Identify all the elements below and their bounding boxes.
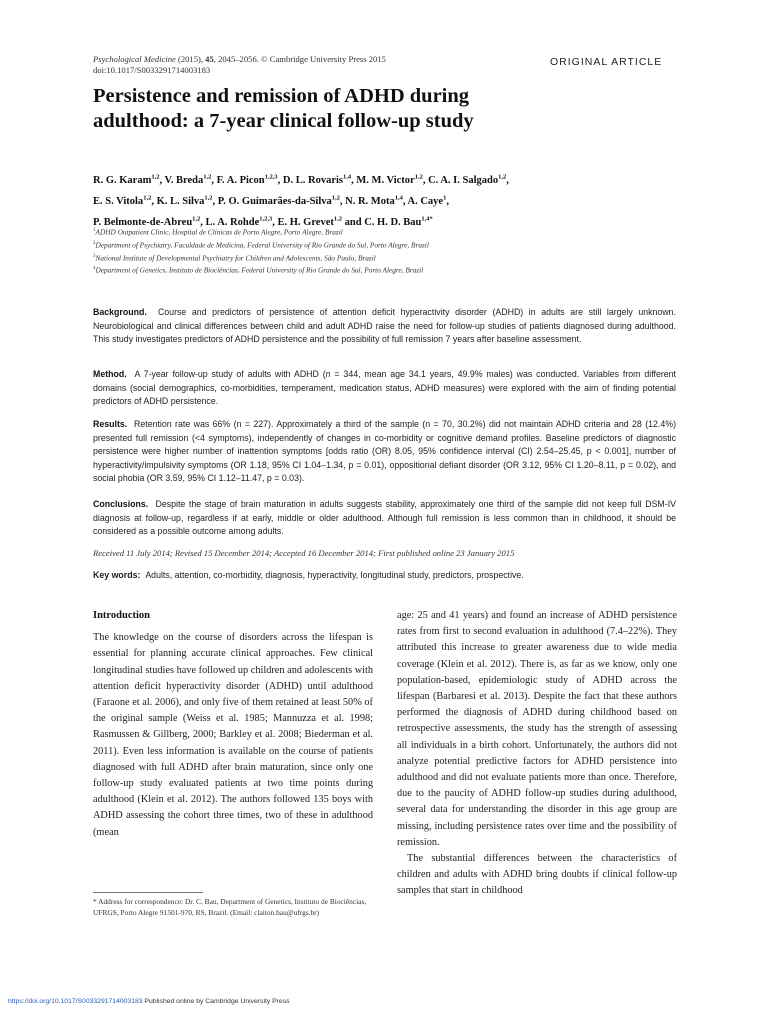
author-list [93, 168, 653, 231]
author: K. L. Silva$^{1,2}$, [156, 194, 218, 207]
abstract-label: Results. [93, 419, 128, 429]
abstract-method: Method. A 7-year follow-up study of adults with ADHD (n = 344, mean age 34.1 years, 49.9% males) was conducted. Variables from different domains (social demographics, co-morbidities, temperament, medication status, ADHD measures) were explored with the aim of finding potential predictors of ADHD persistence. [93, 369, 676, 406]
author: C. A. I. Salgado$^{1,2}$, [428, 173, 509, 186]
author: V. Breda$^{1,2}$, [164, 173, 217, 186]
footer-text: Published online by Cambridge University Press [142, 998, 290, 1005]
author: E. H. Grevet$^{1,2}$ and [277, 215, 365, 228]
body-paragraph: The knowledge on the course of disorders across the lifespan is essential for planning accurate clinical approaches. Few clinical longitudinal studies have followed up children and adolescents with attention deficit hyperactivity disorder (ADHD) until adulthood (Faraone et al. 2006), and only five of them retained at least 50% of the original sample (Weiss et al. 1985; Mannuzza et al. 1998; Rasmussen & Gillberg, 2000; Barkley et al. 2008; Biederman et al. 2011). Even less information is available on the course of patients diagnosed with full ADHD after brain maturation, since only one follow-up study evaluated patients at two time points during adulthood (Klein et al. 2012). The authors followed 135 boys with ADHD assessing the cohort three times, two of these in adulthood (mean [93, 632, 373, 838]
journal-volume: 45 [205, 54, 214, 64]
abstract-text: Course and predictors of persistence of attention deficit hyperactivity disorder (ADHD) in adults are still largely unknown. Neurobiological and clinical differences between child and adult ADHD raise the need for follow-up studies of patients diagnosed during adulthood. This study investigates predictors of ADHD persistence and the possibility of full remission 7 years after baseline assessment. [93, 307, 677, 344]
body-paragraph: age: 25 and 41 years) and found an increase of ADHD persistence rates from first to second evaluation in adulthood (7.4–22%). They attributed this increase to greater awareness due to wide media coverage (Klein et al. 2012). There is, as far as we know, only one population-based, epidemiologic study of ADHD across the lifespan (Barbaresi et al. 2013). Despite the fact that these authors performed the diagnosis of ADHD during childhood based on retrospective assessments, the study has the strength of assessing all individuals in a birth cohort. Unfortunately, the authors did not analyze potential predictive factors for ADHD persistence into adulthood and did not evaluate patients more than once. Therefore, due to the paucity of ADHD follow-up studies during adulthood, several data for understanding the disorder in this age group are missing, including persistence rates over time and the possibility of remission. [397, 610, 677, 848]
affiliation: $^1$ADHD Outpatient Clinic, Hospital de Clínicas de Porto Alegre, Porto Alegre, Brazil [93, 227, 343, 237]
keywords [93, 570, 676, 580]
author: C. H. D. Bau$^{1,4*}$ [364, 215, 433, 228]
affiliation: $^2$Department of Psychiatry, Faculdade de Medicina, Federal University of Rio Grande do Sul, Porto Alegre, Brazil [93, 240, 429, 250]
page-footer [8, 998, 290, 1005]
journal-year: (2015), [175, 54, 206, 64]
body-paragraph: The substantial differences between the characteristics of children and adults with ADHD bring doubts if clinical follow-up samples that start in childhood [397, 853, 677, 897]
author: R. G. Karam$^{1,2}$, [93, 173, 165, 186]
author: M. M. Victor$^{1,2}$, [356, 173, 429, 186]
body-column-left [93, 608, 373, 841]
section-heading-introduction: Introduction [93, 610, 150, 621]
journal-pages: , 2045–2056. © Cambridge University Press 2015 [213, 54, 386, 64]
journal-citation [93, 54, 386, 76]
affiliation-list [93, 225, 653, 276]
abstract-label: Background. [93, 307, 147, 317]
affiliation: $^3$National Institute of Developmental Psychiatry for Children and Adolescents, São Paulo, Brazil [93, 253, 376, 263]
abstract-label: Conclusions. [93, 499, 149, 509]
abstract-text: Despite the stage of brain maturation in adults suggests stability, approximately one third of the sample did not keep full DSM-IV diagnosis at follow-up, regardless if at early, middle or older adulthood. Although full remission is less common than in childhood, it should be considered as a possible outcome among adults. [93, 499, 677, 536]
abstract-text: Retention rate was 66% (n = 227). Approximately a third of the sample (n = 70, 30.2%) did not maintain ADHD criteria and 28 (12.4%) presented full remission (<4 symptoms), independently of changes in co-morbidity or cognitive demand profiles. Baseline predictors of diagnostic persistence were higher number of inattention symptoms [odds ratio (OR) 8.05, 95% confidence interval (CI) 2.54–25.45, p < 0.001], number of hyperactivity/impulsivity symptoms (OR 1.18, 95% CI 1.04–1.34, p = 0.01), oppositional defiant disorder (OR 3.12, 95% CI 1.20–8.11, p = 0.02), and social phobia (OR 3.59, 95% CI 1.12–11.47, p = 0.03). [93, 419, 676, 483]
keywords-text: Adults, attention, co-morbidity, diagnosis, hyperactivity, longitudinal study, predictors, prospective. [145, 570, 524, 580]
title-line-1: Persistence and remission of ADHD during [93, 85, 470, 107]
article-type-label: ORIGINAL ARTICLE [550, 56, 663, 68]
abstract-conclusions [93, 498, 676, 539]
author: D. L. Rovaris$^{1,4}$, [282, 173, 357, 186]
author: E. S. Vitola$^{1,2}$, [93, 194, 157, 207]
title-line-2: adulthood: a 7-year clinical follow-up study [93, 110, 474, 132]
doi-link[interactable]: https://doi.org/10.1017/S0033291714003183 [8, 998, 143, 1005]
author: P. Belmonte-de-Abreu$^{1,2}$, [93, 215, 206, 228]
journal-name: Psychological Medicine [93, 54, 176, 64]
author: L. A. Rohde$^{1,2,3}$, [205, 215, 278, 228]
article-title [93, 84, 613, 134]
author: F. A. Picon$^{1,2,3}$, [216, 173, 283, 186]
keywords-label: Key words: [93, 570, 141, 580]
abstract-background [93, 306, 676, 347]
body-column-right [397, 608, 677, 900]
publication-dates: Received 11 July 2014; Revised 15 December 2014; Accepted 16 December 2014; First published online 23 January 2015 [93, 548, 515, 558]
author: N. R. Mota$^{1,4}$, [345, 194, 408, 207]
abstract-results [93, 418, 676, 486]
affiliation: $^4$Department of Genetics, Instituto de Biociências, Federal University of Rio Grande do Sul, Porto Alegre, Brazil [93, 265, 424, 275]
abstract-label: Method. [93, 369, 127, 379]
footnote-divider [93, 892, 203, 893]
author: A. Caye$^1$, [407, 194, 449, 207]
author: P. O. Guimarães-da-Silva$^{1,2}$, [217, 194, 346, 207]
correspondence-footnote: * Address for correspondence: Dr. C. Bau, Department of Genetics, Instituto de Biociências, UFRGS, Porto Alegre 91501-970, RS, Brazil. (Email: claiton.bau@ufrgs.br) [93, 897, 367, 918]
journal-doi: doi:10.1017/S0033291714003183 [93, 65, 211, 75]
